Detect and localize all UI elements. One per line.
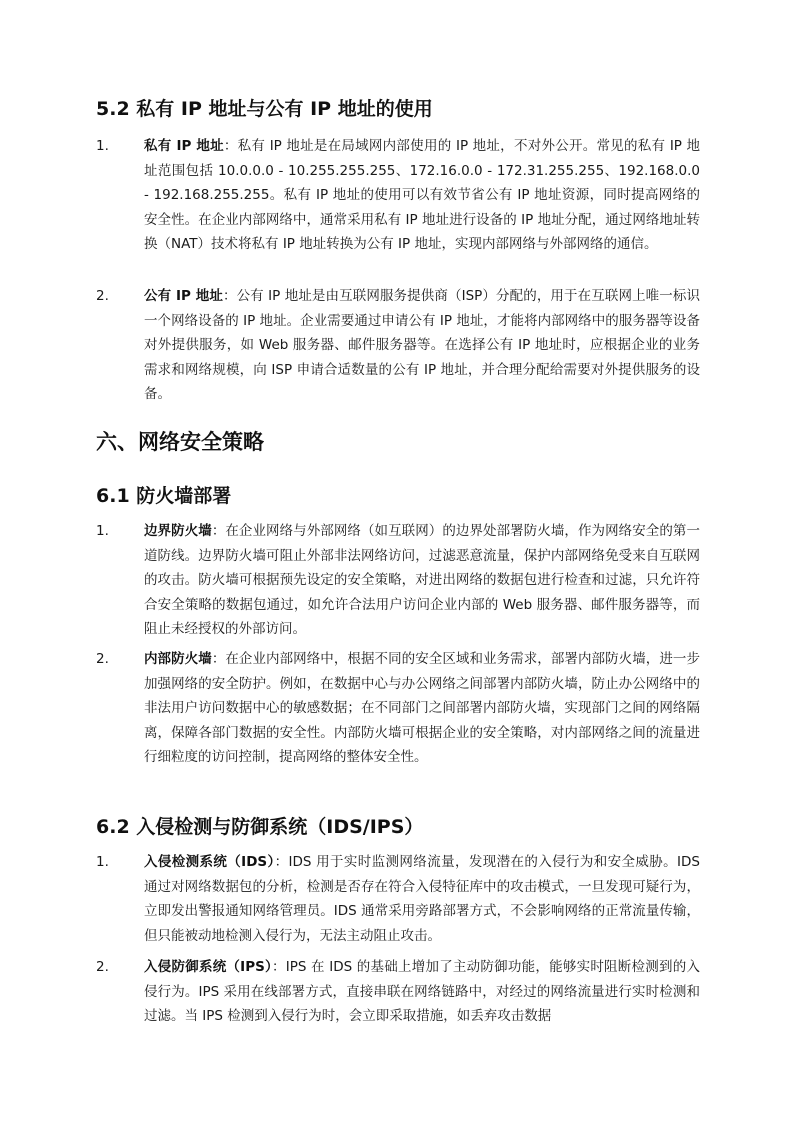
list-item-number: 1. bbox=[96, 138, 109, 154]
list-item-text: ：IPS 在 IDS 的基础上增加了主动防御功能，能够实时阻断检测到的入侵行为。IPS 采用在线部署方式，直接串联在网络链路中，对经过的网络流量进行实时检测和过滤。当 IPS 检测到入侵行为时，会立即采取措施，如丢弃攻击数据 bbox=[144, 959, 700, 1025]
section-6-1-title: 6.1 防火墙部署 bbox=[96, 485, 232, 507]
list-item-term: 入侵检测系统（IDS） bbox=[144, 854, 275, 870]
list-item-number: 1. bbox=[96, 523, 109, 539]
list-item-text: ：在企业内部网络中，根据不同的安全区域和业务需求，部署内部防火墙，进一步加强网络的安全防护。例如，在数据中心与办公网络之间部署内部防火墙，防止办公网络中的非法用户访问数据中心的敏感数据；在不同部门之间部署内部防火墙，实现部门之间的网络隔离，保障各部门数据的安全性。内部防火墙可根据企业的安全策略，对内部网络之间的流量进行细粒度的访问控制，提高网络的整体安全性。 bbox=[144, 651, 700, 766]
list-item-term: 边界防火墙 bbox=[144, 523, 212, 539]
list-item-term: 私有 IP 地址 bbox=[144, 138, 224, 154]
list-item-number: 2. bbox=[96, 651, 109, 667]
section-6-2-title: 6.2 入侵检测与防御系统（IDS/IPS） bbox=[96, 816, 424, 838]
list-item-body bbox=[144, 850, 700, 948]
list-item-body bbox=[144, 134, 700, 257]
section-5-2-title: 5.2 私有 IP 地址与公有 IP 地址的使用 bbox=[96, 98, 433, 120]
list-item-body bbox=[144, 519, 700, 642]
list-item-term: 入侵防御系统（IPS） bbox=[144, 959, 273, 975]
list-item-body bbox=[144, 647, 700, 770]
list-item-text: ：IDS 用于实时监测网络流量，发现潜在的入侵行为和安全威胁。IDS 通过对网络数据包的分析，检测是否存在符合入侵特征库中的攻击模式，一旦发现可疑行为，立即发出警报通知网络管理员。IDS 通常采用旁路部署方式，不会影响网络的正常流量传输，但只能被动地检测入侵行为，无法主动阻止攻击。 bbox=[144, 854, 701, 944]
list-item-number: 2. bbox=[96, 288, 109, 304]
list-item-number: 2. bbox=[96, 959, 109, 975]
list-item-number: 1. bbox=[96, 854, 109, 870]
list-item-body bbox=[144, 955, 700, 1029]
chapter-6-title: 六、网络安全策略 bbox=[96, 430, 264, 454]
list-item-text: ：公有 IP 地址是由互联网服务提供商（ISP）分配的，用于在互联网上唯一标识一个网络设备的 IP 地址。企业需要通过申请公有 IP 地址，才能将内部网络中的服务器等设备对外提供服务，如 Web 服务器、邮件服务器等。在选择公有 IP 地址时，应根据企业的业务需求和网络规模，向 ISP 申请合适数量的公有 IP 地址，并合理分配给需要对外提供服务的设备。 bbox=[144, 288, 700, 403]
list-item-body bbox=[144, 284, 700, 407]
list-item-term: 公有 IP 地址 bbox=[144, 288, 223, 304]
list-item-text: ：私有 IP 地址是在局域网内部使用的 IP 地址，不对外公开。常见的私有 IP 地址范围包括 10.0.0.0 - 10.255.255.255、172.16.0.0 - 172.31.255.255、192.168.0.0 - 192.168.255.255。私有 IP 地址的使用可以有效节省公有 IP 地址资源，同时提高网络的安全性。在企业内部网络中，通常采用私有 IP 地址进行设备的 IP 地址分配，通过网络地址转换（NAT）技术将私有 IP 地址转换为公有 IP 地址，实现内部网络与外部网络的通信。 bbox=[144, 138, 700, 253]
list-item-text: ：在企业网络与外部网络（如互联网）的边界处部署防火墙，作为网络安全的第一道防线。边界防火墙可阻止外部非法网络访问，过滤恶意流量，保护内部网络免受来自互联网的攻击。防火墙可根据预先设定的安全策略，对进出网络的数据包进行检查和过滤，只允许符合安全策略的数据包通过，如允许合法用户访问企业内部的 Web 服务器、邮件服务器等，而阻止未经授权的外部访问。 bbox=[144, 523, 700, 638]
list-item-term: 内部防火墙 bbox=[144, 651, 212, 667]
